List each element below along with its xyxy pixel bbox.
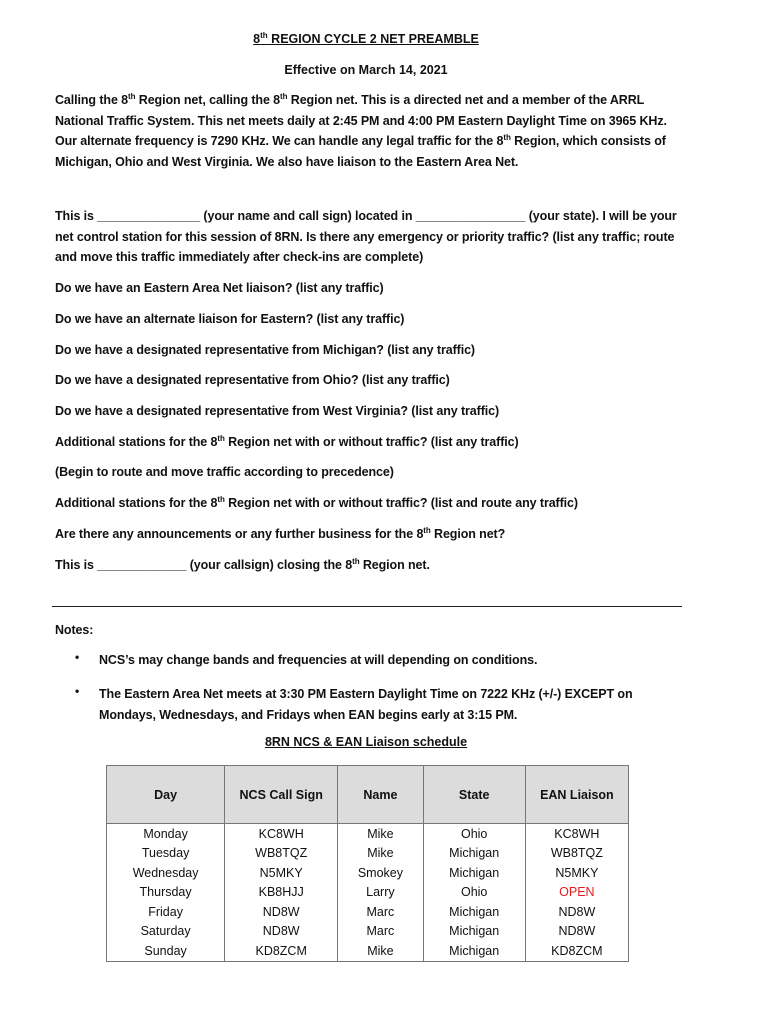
line-closing: This is _____________ (your callsign) closing the 8th Region net. bbox=[55, 557, 430, 572]
table-row bbox=[107, 844, 629, 864]
cell-state: Michigan bbox=[423, 863, 525, 883]
cell-name: Mike bbox=[338, 844, 423, 864]
document-title-text: 8th REGION CYCLE 2 NET PREAMBLE bbox=[253, 31, 479, 46]
cell-name: Marc bbox=[338, 922, 423, 942]
col-day: Day bbox=[107, 766, 225, 824]
bullet-icon: • bbox=[75, 684, 80, 698]
note-bands: NCS’s may change bands and frequencies at will depending on conditions. bbox=[99, 653, 538, 667]
line-ean-liaison: Do we have an Eastern Area Net liaison? (list any traffic) bbox=[55, 281, 384, 295]
cell-day: Wednesday bbox=[107, 863, 225, 883]
line-additional-stations-route: Additional stations for the 8th Region net with or without traffic? (list and route any traffic) bbox=[55, 495, 578, 510]
table-header-row bbox=[107, 766, 629, 824]
cell-state: Michigan bbox=[423, 941, 525, 961]
cell-name: Larry bbox=[338, 883, 423, 903]
cell-day: Saturday bbox=[107, 922, 225, 942]
table-row bbox=[107, 922, 629, 942]
cell-ncs-call-sign: KB8HJJ bbox=[225, 883, 338, 903]
cell-state: Ohio bbox=[423, 883, 525, 903]
cell-ean-liaison: ND8W bbox=[525, 902, 628, 922]
line-announcements: Are there any announcements or any further business for the 8th Region net? bbox=[55, 526, 506, 541]
line-route-traffic: (Begin to route and move traffic according to precedence) bbox=[55, 465, 394, 479]
cell-ean-liaison-open: OPEN bbox=[525, 883, 628, 903]
cell-state: Ohio bbox=[423, 824, 525, 844]
cell-state: Michigan bbox=[423, 902, 525, 922]
cell-name: Mike bbox=[338, 941, 423, 961]
cell-day: Tuesday bbox=[107, 844, 225, 864]
cell-ncs-call-sign: ND8W bbox=[225, 922, 338, 942]
notes-label: Notes: bbox=[55, 623, 94, 637]
horizontal-rule bbox=[52, 606, 682, 607]
schedule-title bbox=[0, 735, 732, 749]
cell-name: Smokey bbox=[338, 863, 423, 883]
effective-date: Effective on March 14, 2021 bbox=[284, 63, 448, 77]
line-alternate-liaison: Do we have an alternate liaison for Eastern? (list any traffic) bbox=[55, 312, 405, 326]
intro-paragraph: Calling the 8th Region net, calling the 8th Region net. This is a directed net and a member of the ARRL National Traffic System. This net meets daily at 2:45 PM and 4:00 PM Eastern Daylight Time on 3965 KHz. Our alternate frequency is 7290 KHz. We can handle any legal traffic for the 8th Region, which consists of Michigan, Ohio and West Virginia. We also have liaison to the Eastern Area Net. bbox=[55, 92, 667, 169]
cell-ean-liaison: KD8ZCM bbox=[525, 941, 628, 961]
cell-ncs-call-sign: ND8W bbox=[225, 902, 338, 922]
cell-day: Sunday bbox=[107, 941, 225, 961]
cell-ean-liaison: KC8WH bbox=[525, 824, 628, 844]
cell-ean-liaison: WB8TQZ bbox=[525, 844, 628, 864]
line-ohio-rep: Do we have a designated representative from Ohio? (list any traffic) bbox=[55, 373, 450, 387]
col-state: State bbox=[423, 766, 525, 824]
line-michigan-rep: Do we have a designated representative from Michigan? (list any traffic) bbox=[55, 343, 475, 357]
cell-day: Thursday bbox=[107, 883, 225, 903]
bullet-icon: • bbox=[75, 650, 80, 664]
col-name: Name bbox=[338, 766, 423, 824]
cell-state: Michigan bbox=[423, 844, 525, 864]
ncs-paragraph: This is _______________ (your name and call sign) located in ________________ (your state). I will be your net control station for this session of 8RN. Is there any emergency or priority traffic? (list any traffic; route and move this traffic immediately after check-ins are complete) bbox=[55, 209, 677, 264]
table-row bbox=[107, 883, 629, 903]
schedule-table bbox=[106, 765, 629, 962]
cell-ncs-call-sign: N5MKY bbox=[225, 863, 338, 883]
note-ean-schedule: The Eastern Area Net meets at 3:30 PM Eastern Daylight Time on 7222 KHz (+/-) EXCEPT on Mondays, Wednesdays, and Fridays when EAN begins early at 3:15 PM. bbox=[99, 687, 633, 722]
cell-name: Marc bbox=[338, 902, 423, 922]
line-additional-stations: Additional stations for the 8th Region net with or without traffic? (list any traffic) bbox=[55, 434, 519, 449]
cell-ncs-call-sign: KC8WH bbox=[225, 824, 338, 844]
cell-day: Monday bbox=[107, 824, 225, 844]
cell-ean-liaison: N5MKY bbox=[525, 863, 628, 883]
cell-ncs-call-sign: KD8ZCM bbox=[225, 941, 338, 961]
cell-day: Friday bbox=[107, 902, 225, 922]
table-row bbox=[107, 824, 629, 844]
col-ncs-call-sign: NCS Call Sign bbox=[225, 766, 338, 824]
cell-name: Mike bbox=[338, 824, 423, 844]
col-ean-liaison: EAN Liaison bbox=[525, 766, 628, 824]
cell-ean-liaison: ND8W bbox=[525, 922, 628, 942]
table-row bbox=[107, 863, 629, 883]
schedule-title-text: 8RN NCS & EAN Liaison schedule bbox=[264, 735, 468, 749]
line-west-virginia-rep: Do we have a designated representative from West Virginia? (list any traffic) bbox=[55, 404, 500, 418]
document-title bbox=[0, 32, 732, 46]
table-row bbox=[107, 941, 629, 961]
cell-ncs-call-sign: WB8TQZ bbox=[225, 844, 338, 864]
table-row bbox=[107, 902, 629, 922]
cell-state: Michigan bbox=[423, 922, 525, 942]
